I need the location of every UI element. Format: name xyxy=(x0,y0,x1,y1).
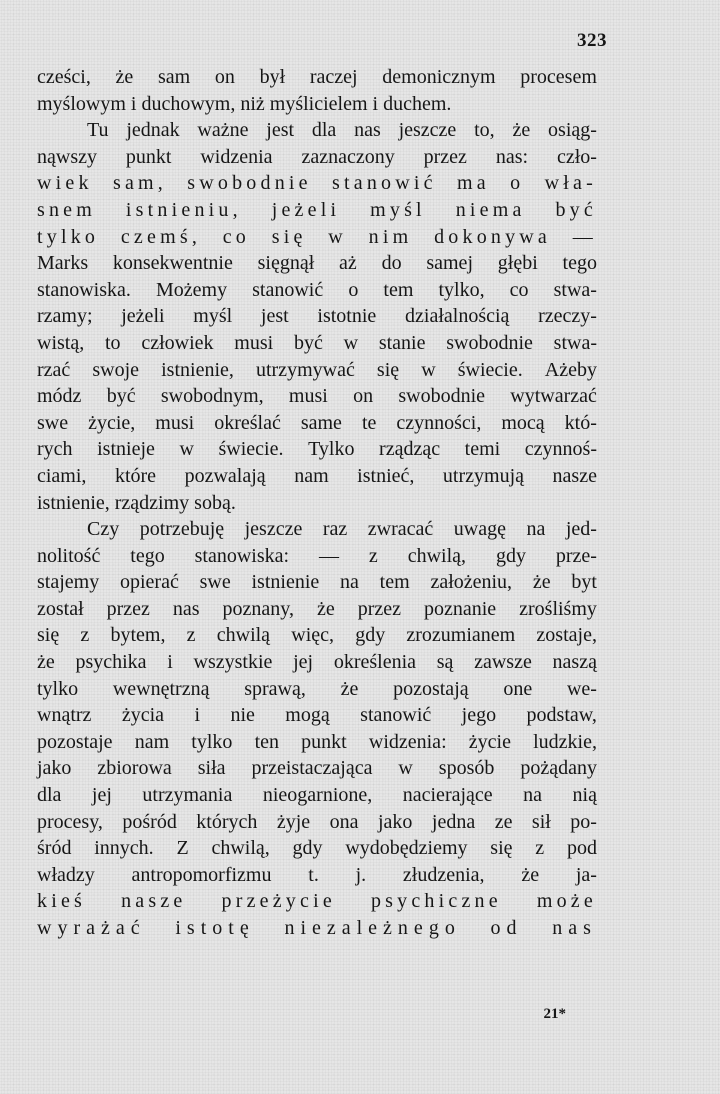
text-line: władzy antropomorfizmu t. j. złudzenia, że ja- xyxy=(37,863,597,886)
text-line: wistą, to człowiek musi być w stanie swobodnie stwa- xyxy=(37,331,597,354)
text-line: śród innych. Z chwilą, gdy wydobędziemy się z pod xyxy=(37,837,597,860)
text-line: módz być swobodnym, musi on swobodnie wytwarzać xyxy=(37,385,597,408)
body-text xyxy=(37,64,597,942)
text-line: wnątrz życia i nie mogą stanowić jego podstaw, xyxy=(37,704,597,727)
text-line: rych istnieje w świecie. Tylko rządząc temi czynnoś- xyxy=(37,438,597,461)
spaced-emphasis-line: tylko czemś, co się w nim dokonywa — xyxy=(37,225,597,248)
text-line: nolitość tego stanowiska: — z chwilą, gdy prze- xyxy=(37,544,597,567)
printer-signature-mark: 21* xyxy=(543,1006,566,1022)
spaced-emphasis-line: snem istnieniu, jeżeli myśl niema być xyxy=(37,198,597,221)
text-line: stanowiska. Możemy stanowić o tem tylko, co stwa- xyxy=(37,278,597,301)
text-line: ciami, które pozwalają nam istnieć, utrzymują nasze xyxy=(37,464,597,487)
text-line: swe życie, musi określać same te czynności, mocą któ- xyxy=(37,411,597,434)
text-line: rzamy; jeżeli myśl jest istotnie działalnością rzeczy- xyxy=(37,305,597,328)
paragraph-start-line: Czy potrzebuję jeszcze raz zwracać uwagę na jed- xyxy=(87,518,597,541)
text-line: nąwszy punkt widzenia zaznaczony przez nas: czło- xyxy=(37,145,597,168)
text-line: procesy, pośród których żyje ona jako jedna ze sił po- xyxy=(37,810,597,833)
text-line: tylko wewnętrzną sprawą, że pozostają one we- xyxy=(37,677,597,700)
text-line: istnienie, rządzimy sobą. xyxy=(37,491,236,514)
page-number: 323 xyxy=(577,30,607,51)
text-line: cześci, że sam on był raczej demonicznym procesem xyxy=(37,66,597,88)
text-line: stajemy opierać swe istnienie na tem założeniu, że byt xyxy=(37,571,597,594)
text-line: myślowym i duchowym, niż myślicielem i duchem. xyxy=(37,92,452,115)
text-line: dla jej utrzymania nieogarnione, nacierające na nią xyxy=(37,784,597,807)
spaced-emphasis-line: wyrażać istotę niezależnego od nas xyxy=(37,917,597,939)
text-line: się z bytem, z chwilą więc, gdy zrozumianem zostaje, xyxy=(37,624,597,647)
text-line: że psychika i wszystkie jej określenia są zawsze naszą xyxy=(37,651,597,674)
paragraph-start-line: Tu jednak ważne jest dla nas jeszcze to, że osiąg- xyxy=(87,119,597,142)
spaced-emphasis-line: wiek sam, swobodnie stanowić ma o wła- xyxy=(37,172,597,195)
text-line: jako zbiorowa siła przeistaczająca w sposób pożądany xyxy=(37,757,597,780)
text-line: rzać swoje istnienie, utrzymywać się w świecie. Ażeby xyxy=(37,358,597,381)
text-line: Marks konsekwentnie sięgnął aż do samej głębi tego xyxy=(37,252,597,275)
text-line: został przez nas poznany, że przez poznanie zrośliśmy xyxy=(37,597,597,620)
spaced-emphasis-line: kieś nasze przeżycie psychiczne może xyxy=(37,890,597,913)
text-line: pozostaje nam tylko ten punkt widzenia: życie ludzkie, xyxy=(37,730,597,753)
